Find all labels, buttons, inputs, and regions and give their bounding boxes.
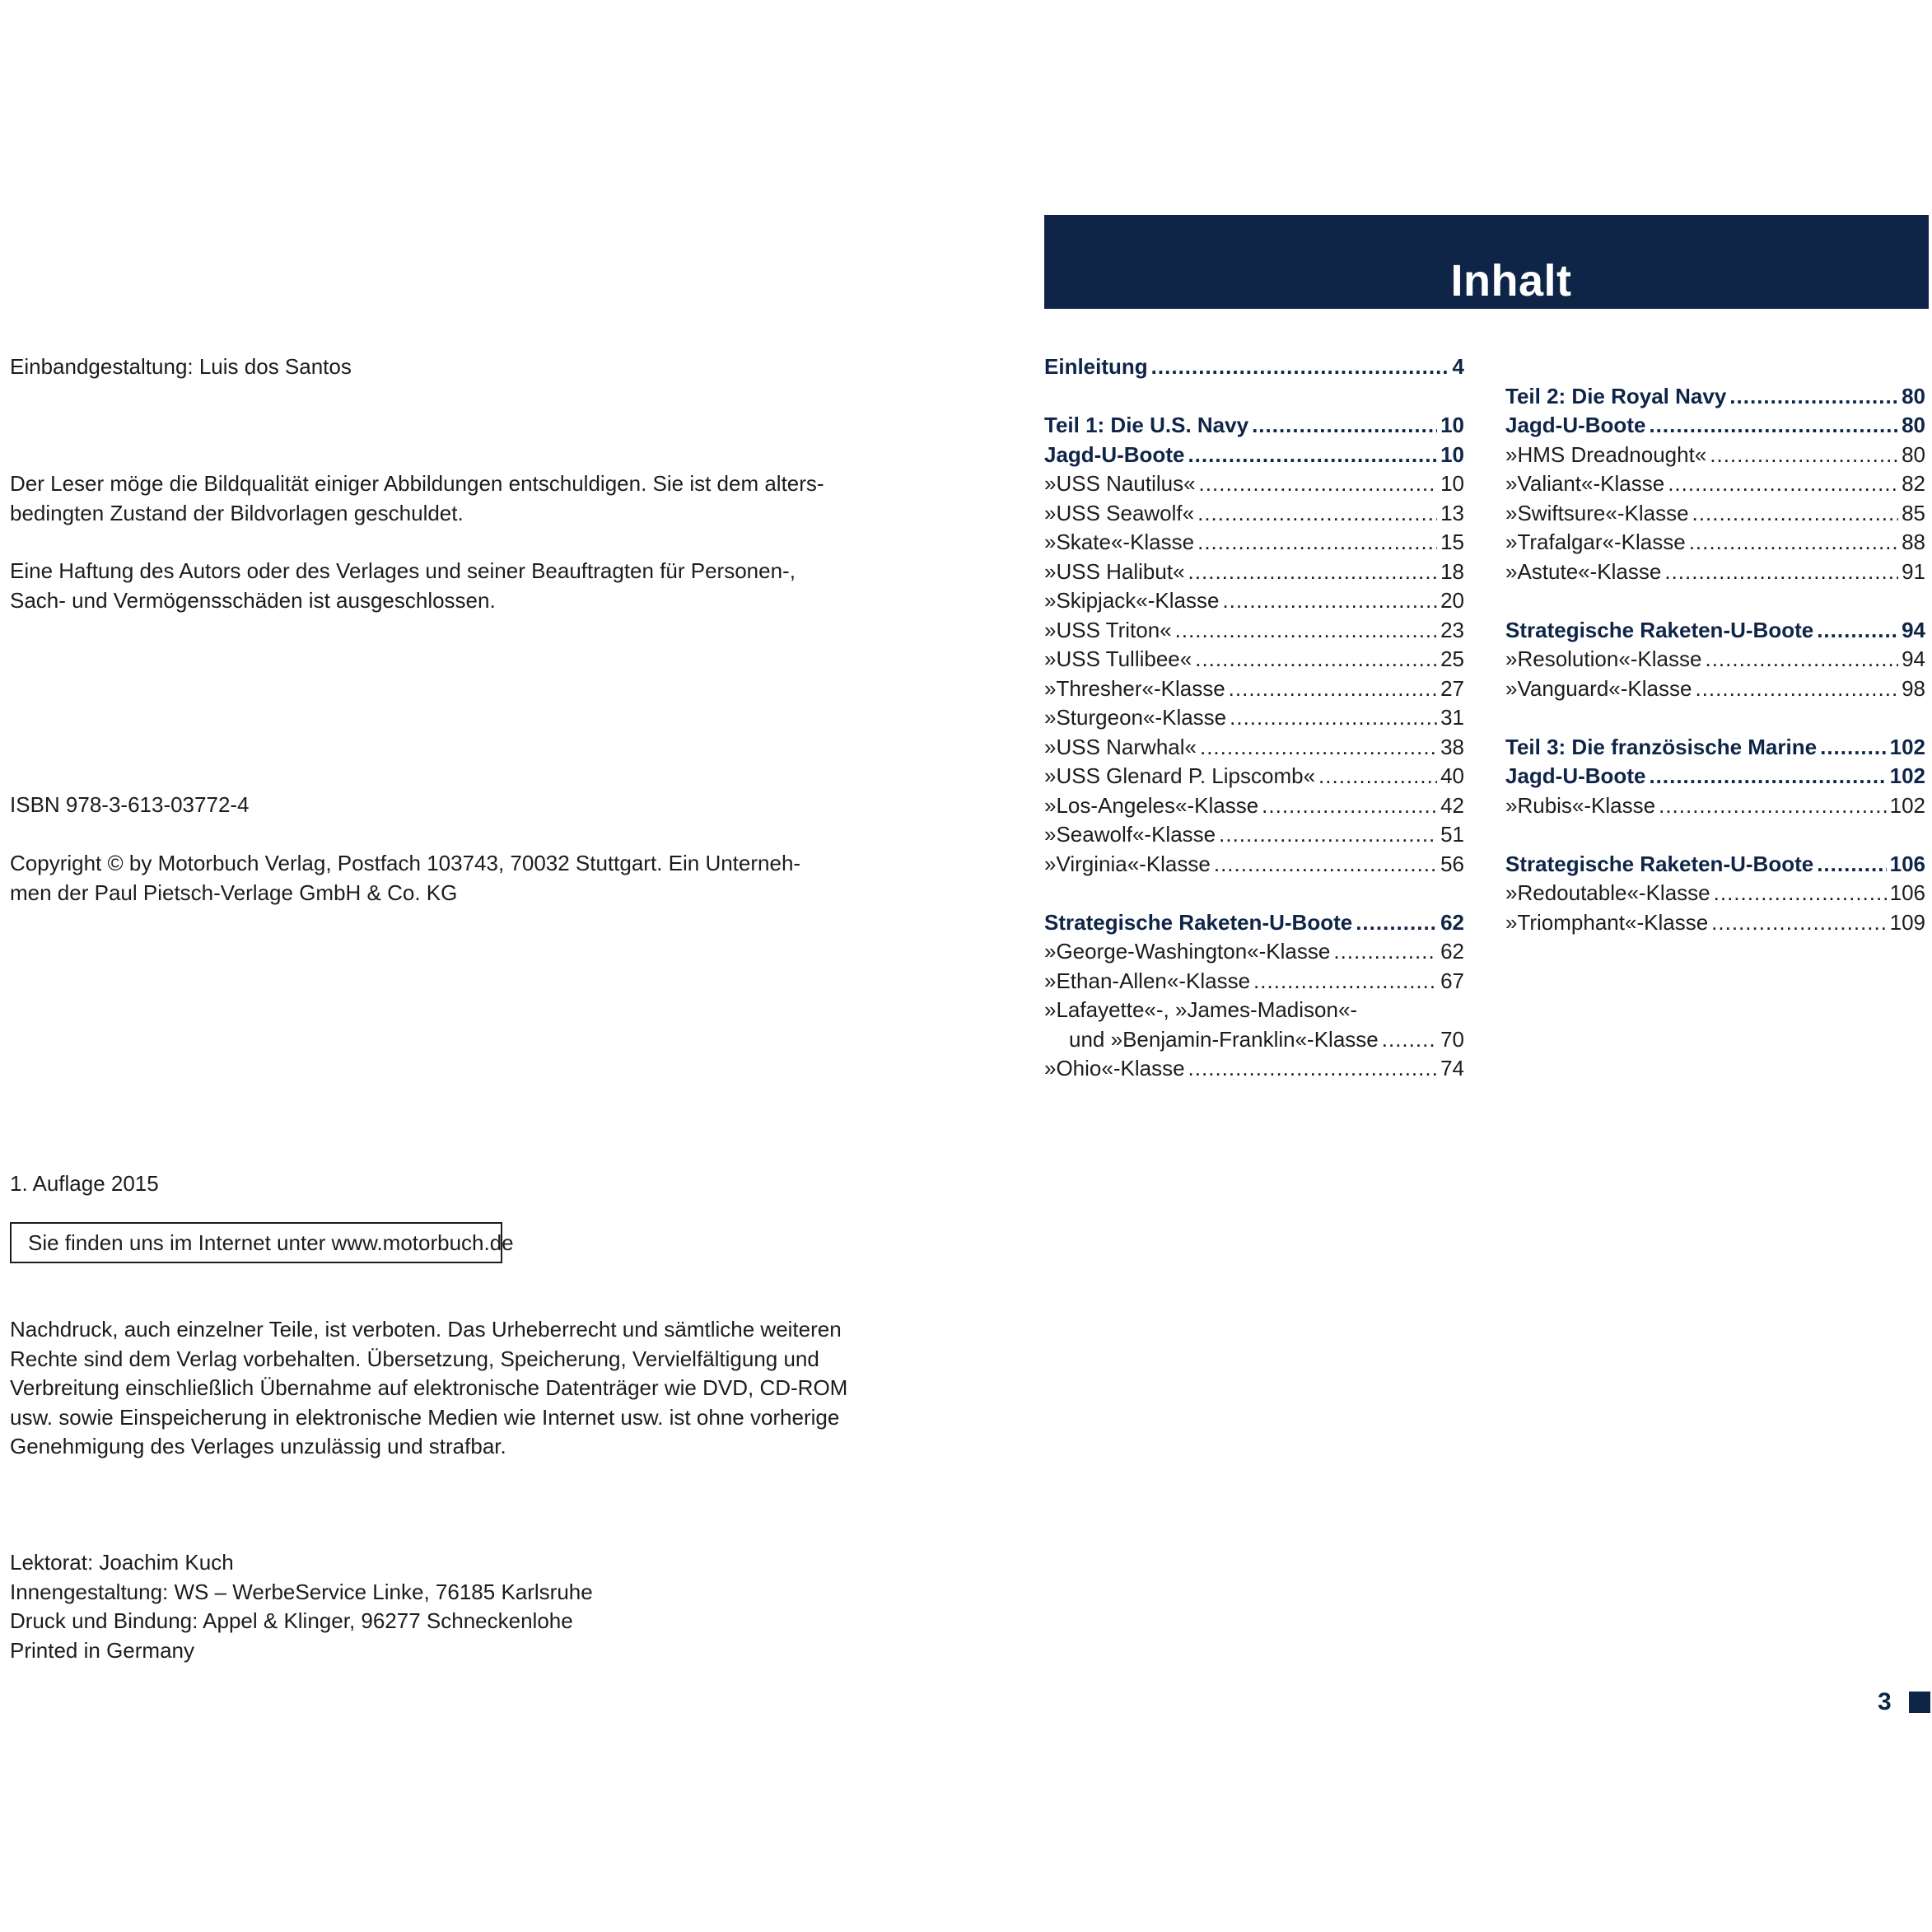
toc-entry-page: 13 (1440, 500, 1464, 525)
toc-entry[interactable] (1505, 441, 1925, 470)
toc-leader-dots (1197, 528, 1437, 558)
toc-entry-page: 40 (1440, 763, 1464, 788)
note-line: Eine Haftung des Autors oder des Verlages und seiner Beauftragten für Personen-, (10, 558, 796, 583)
toc-entry-title: »Redoutable«-Klasse (1505, 880, 1710, 905)
toc-entry-page: 94 (1902, 617, 1925, 642)
toc-leader-dots (1817, 616, 1898, 646)
toc-entry-title: Teil 2: Die Royal Navy (1505, 383, 1727, 408)
toc-leader-dots (1695, 674, 1898, 704)
toc-spacer (1505, 352, 1925, 382)
toc-entry[interactable] (1044, 1054, 1464, 1084)
edition (10, 1169, 825, 1199)
toc-entry-page: 98 (1902, 675, 1925, 701)
credit-line: Innengestaltung: WS – WerbeService Linke, 76185 Karlsruhe (10, 1579, 593, 1604)
note-line: Der Leser möge die Bildqualität einiger Abbildungen entschuldigen. Sie ist dem alters- (10, 471, 824, 496)
cover-design-credit (10, 352, 825, 382)
toc-entry-title: »Astute«-Klasse (1505, 558, 1662, 584)
toc-entry-page: 38 (1440, 734, 1464, 759)
toc-entry-page: 31 (1440, 705, 1464, 730)
toc-entry-title: »USS Glenard P. Lipscomb« (1044, 763, 1316, 788)
page-number: 3 (1878, 1688, 1892, 1715)
toc-entry-page: 88 (1902, 530, 1925, 554)
credits (10, 1548, 825, 1665)
toc-entry-page: 94 (1902, 646, 1925, 671)
toc-entry-page: 102 (1889, 734, 1925, 759)
toc-leader-dots (1649, 762, 1886, 791)
toc-entry[interactable] (1044, 820, 1464, 850)
toc-entry-page: 102 (1889, 763, 1925, 788)
credit-line: Lektorat: Joachim Kuch (10, 1550, 234, 1575)
toc-entry-title: »Los-Angeles«-Klasse (1044, 792, 1259, 818)
liability-note (10, 557, 825, 615)
toc-entry-title: Jagd-U-Boote (1505, 763, 1646, 788)
toc-section-heading[interactable] (1505, 616, 1925, 646)
toc-leader-dots (1729, 382, 1898, 412)
toc-entry-title: »Resolution«-Klasse (1505, 646, 1702, 671)
toc-leader-dots (1689, 528, 1898, 558)
toc-entry-title: »Valiant«-Klasse (1505, 471, 1665, 496)
toc-entry-page: 15 (1440, 530, 1464, 554)
toc-leader-dots (1659, 791, 1887, 821)
note-line: Sach- und Vermögensschäden ist ausgeschlossen. (10, 587, 496, 613)
toc-entry[interactable] (1505, 908, 1925, 938)
toc-entry-page: 10 (1440, 471, 1464, 496)
cover-design-text: Einbandgestaltung: Luis dos Santos (10, 354, 352, 379)
toc-leader-dots (1197, 499, 1437, 529)
toc-entry-title: »USS Narwhal« (1044, 734, 1197, 759)
toc-entry-title: »Rubis«-Klasse (1505, 792, 1656, 818)
toc-section-heading[interactable] (1044, 441, 1464, 470)
toc-leader-dots (1222, 586, 1437, 616)
toc-entry[interactable] (1505, 499, 1925, 529)
toc-leader-dots (1356, 908, 1437, 938)
toc-entry[interactable] (1044, 1025, 1464, 1055)
toc-entry-title: »Sturgeon«-Klasse (1044, 705, 1227, 730)
toc-entry-title: Teil 3: Die französische Marine (1505, 734, 1818, 759)
toc-entry[interactable] (1044, 469, 1464, 499)
toc-leader-dots (1817, 850, 1886, 880)
toc-entry-title: »Thresher«-Klasse (1044, 675, 1225, 701)
toc-entry-page: 62 (1440, 939, 1464, 964)
toc-entry-title: »USS Tullibee« (1044, 646, 1192, 671)
image-quality-note (10, 469, 825, 528)
toc-entry-page: 80 (1902, 441, 1925, 467)
toc-entry-page: 85 (1902, 500, 1925, 525)
toc-entry[interactable] (1505, 879, 1925, 908)
toc-leader-dots (1692, 499, 1899, 529)
toc-leader-dots (1668, 469, 1898, 499)
toc-entry-page: 67 (1440, 968, 1464, 993)
toc-leader-dots (1705, 645, 1898, 674)
toc-entry[interactable] (1505, 469, 1925, 499)
toc-entry-title: »Skate«-Klasse (1044, 530, 1195, 554)
toc-entry-page: 25 (1440, 646, 1464, 671)
toc-entry[interactable] (1505, 558, 1925, 587)
toc-entry-title: »Vanguard«-Klasse (1505, 675, 1692, 701)
toc-entry-title: »USS Triton« (1044, 617, 1172, 642)
toc-entry-page: 42 (1440, 792, 1464, 818)
toc-entry-title: »Seawolf«-Klasse (1044, 822, 1216, 847)
toc-leader-dots (1219, 820, 1437, 850)
toc-entry[interactable] (1505, 528, 1925, 558)
toc-leader-dots (1199, 469, 1438, 499)
toc-leader-dots (1229, 674, 1437, 704)
toc-entry-title: Strategische Raketen-U-Boote (1505, 617, 1814, 642)
toc-leader-dots (1188, 558, 1438, 587)
toc-spacer (1505, 703, 1925, 733)
toc-entry[interactable] (1044, 528, 1464, 558)
toc-entry-page: 10 (1440, 413, 1464, 437)
toc-title: Inhalt (1450, 256, 1572, 306)
copyright-note (10, 849, 825, 908)
toc-leader-dots (1188, 441, 1437, 470)
edition-text: 1. Auflage 2015 (10, 1171, 159, 1196)
toc-entry-page: 82 (1902, 471, 1925, 496)
toc-entry-page: 109 (1889, 909, 1925, 935)
toc-entry-title: Einleitung (1044, 354, 1148, 379)
toc-entry-page: 18 (1440, 558, 1464, 584)
toc-entry-title: »USS Nautilus« (1044, 471, 1196, 496)
toc-entry-title: »Swiftsure«-Klasse (1505, 500, 1689, 525)
toc-entry-title: »Virginia«-Klasse (1044, 851, 1211, 876)
toc-leader-dots (1664, 558, 1898, 587)
toc-entry-title: Jagd-U-Boote (1044, 441, 1185, 467)
toc-entry[interactable] (1044, 762, 1464, 791)
toc-leader-dots (1151, 352, 1449, 382)
toc-entry-page: 102 (1889, 792, 1925, 818)
toc-entry-title: Strategische Raketen-U-Boote (1044, 909, 1353, 935)
toc-section-heading[interactable] (1044, 411, 1464, 441)
toc-leader-dots (1710, 441, 1898, 470)
toc-entry[interactable] (1044, 616, 1464, 646)
toc-entry-title: »Lafayette«-, »James-Madison«- (1044, 997, 1358, 1022)
note-line: Copyright © by Motorbuch Verlag, Postfach 103743, 70032 Stuttgart. Ein Unterneh- (10, 851, 801, 875)
credit-line: Printed in Germany (10, 1637, 194, 1663)
note-line: usw. sowie Einspeicherung in elektronische Medien wie Internet usw. ist ohne vorherige (10, 1404, 840, 1430)
toc-leader-dots (1252, 411, 1437, 441)
toc-section-heading[interactable] (1505, 382, 1925, 412)
page-marker-square (1909, 1692, 1930, 1713)
toc-entry-page: 23 (1440, 617, 1464, 642)
note-line: Verbreitung einschließlich Übernahme auf elektronische Datenträger wie DVD, CD-ROM (10, 1375, 848, 1400)
toc-entry-title: »Triomphant«-Klasse (1505, 909, 1709, 935)
toc-entry-page: 74 (1440, 1056, 1464, 1080)
internet-notice-box: Sie finden uns im Internet unter www.motorbuch.de (10, 1222, 502, 1263)
toc-entry-page: 51 (1440, 822, 1464, 847)
reprint-note (10, 1315, 848, 1462)
toc-entry-title: »HMS Dreadnought« (1505, 441, 1707, 467)
toc-section-heading[interactable] (1505, 850, 1925, 880)
toc-entry-page: 106 (1889, 851, 1925, 876)
toc-entry-page: 56 (1440, 851, 1464, 876)
note-line: Rechte sind dem Verlag vorbehalten. Übersetzung, Speicherung, Vervielfältigung und (10, 1346, 819, 1371)
toc-leader-dots (1230, 703, 1437, 733)
toc-entry[interactable] (1044, 674, 1464, 704)
toc-entry[interactable] (1044, 499, 1464, 529)
toc-leader-dots (1188, 1054, 1438, 1084)
toc-leader-dots (1649, 411, 1898, 441)
toc-entry-page: 80 (1902, 383, 1925, 408)
toc-entry-title: und »Benjamin-Franklin«-Klasse (1069, 1026, 1379, 1052)
toc-section-heading[interactable] (1505, 762, 1925, 791)
toc-entry[interactable] (1044, 586, 1464, 616)
toc-entry-title: »Ohio«-Klasse (1044, 1056, 1185, 1080)
toc-section-heading[interactable] (1044, 352, 1464, 382)
isbn-text: ISBN 978-3-613-03772-4 (10, 792, 250, 817)
toc-entry-title: »George-Washington«-Klasse (1044, 939, 1331, 964)
toc-entry[interactable] (1044, 850, 1464, 880)
toc-leader-dots (1175, 616, 1437, 646)
toc-entry-page: 10 (1440, 441, 1464, 467)
toc-entry-page: 70 (1440, 1026, 1464, 1052)
toc-section-heading[interactable] (1044, 908, 1464, 938)
toc-leader-dots (1214, 850, 1437, 880)
toc-leader-dots (1200, 733, 1437, 763)
toc-entry[interactable] (1505, 791, 1925, 821)
imprint-page (10, 0, 848, 1932)
toc-entry-title: »USS Seawolf« (1044, 500, 1195, 525)
toc-entry-title: »Trafalgar«-Klasse (1505, 530, 1686, 554)
toc-entry-title: »Ethan-Allen«-Klasse (1044, 968, 1251, 993)
toc-entry[interactable] (1044, 733, 1464, 763)
toc-leader-dots (1820, 733, 1887, 763)
toc-entry-title: Strategische Raketen-U-Boote (1505, 851, 1814, 876)
toc-section-heading[interactable] (1505, 411, 1925, 441)
toc-entry[interactable] (1044, 967, 1464, 996)
toc-entry[interactable] (1044, 703, 1464, 733)
toc-entry-title: »USS Halibut« (1044, 558, 1185, 584)
toc-spacer (1044, 879, 1464, 908)
toc-leader-dots (1195, 645, 1437, 674)
toc-entry-page: 80 (1902, 413, 1925, 437)
toc-column-1 (1044, 352, 1464, 1084)
toc-entry-title: Teil 1: Die U.S. Navy (1044, 413, 1249, 437)
toc-entry-page: 4 (1452, 354, 1464, 379)
toc-spacer (1044, 382, 1464, 412)
toc-leader-dots (1382, 1025, 1437, 1055)
toc-spacer (1505, 586, 1925, 616)
toc-entry-page: 62 (1440, 909, 1464, 935)
toc-entry[interactable] (1044, 645, 1464, 674)
toc-leader-dots (1262, 791, 1437, 821)
toc-entry-page: 91 (1902, 558, 1925, 584)
toc-entry[interactable] (1505, 645, 1925, 674)
toc-entry[interactable] (1044, 937, 1464, 967)
toc-entry[interactable] (1505, 674, 1925, 704)
toc-entry-title: Jagd-U-Boote (1505, 413, 1646, 437)
toc-leader-dots (1711, 908, 1886, 938)
note-line: bedingten Zustand der Bildvorlagen geschuldet. (10, 500, 464, 525)
toc-entry[interactable] (1044, 996, 1464, 1025)
toc-entry[interactable] (1044, 791, 1464, 821)
note-line: men der Paul Pietsch-Verlage GmbH & Co. KG (10, 880, 458, 905)
toc-entry-title: »Skipjack«-Klasse (1044, 588, 1220, 613)
toc-entry-page: 106 (1889, 880, 1925, 905)
note-line: Nachdruck, auch einzelner Teile, ist verboten. Das Urheberrecht und sämtliche weiteren (10, 1317, 842, 1342)
isbn (10, 791, 825, 820)
toc-section-heading[interactable] (1505, 733, 1925, 763)
toc-entry[interactable] (1044, 558, 1464, 587)
toc-header-bar (1044, 215, 1929, 309)
toc-leader-dots (1318, 762, 1437, 791)
toc-entry-page: 27 (1440, 675, 1464, 701)
toc-entry-page: 20 (1440, 588, 1464, 613)
toc-column-2 (1505, 352, 1925, 937)
toc-spacer (1505, 820, 1925, 850)
toc-leader-dots (1714, 879, 1887, 908)
note-line: Genehmigung des Verlages unzulässig und strafbar. (10, 1434, 506, 1458)
toc-leader-dots (1253, 967, 1437, 996)
credit-line: Druck und Bindung: Appel & Klinger, 96277 Schneckenlohe (10, 1608, 573, 1633)
toc-leader-dots (1333, 937, 1437, 967)
